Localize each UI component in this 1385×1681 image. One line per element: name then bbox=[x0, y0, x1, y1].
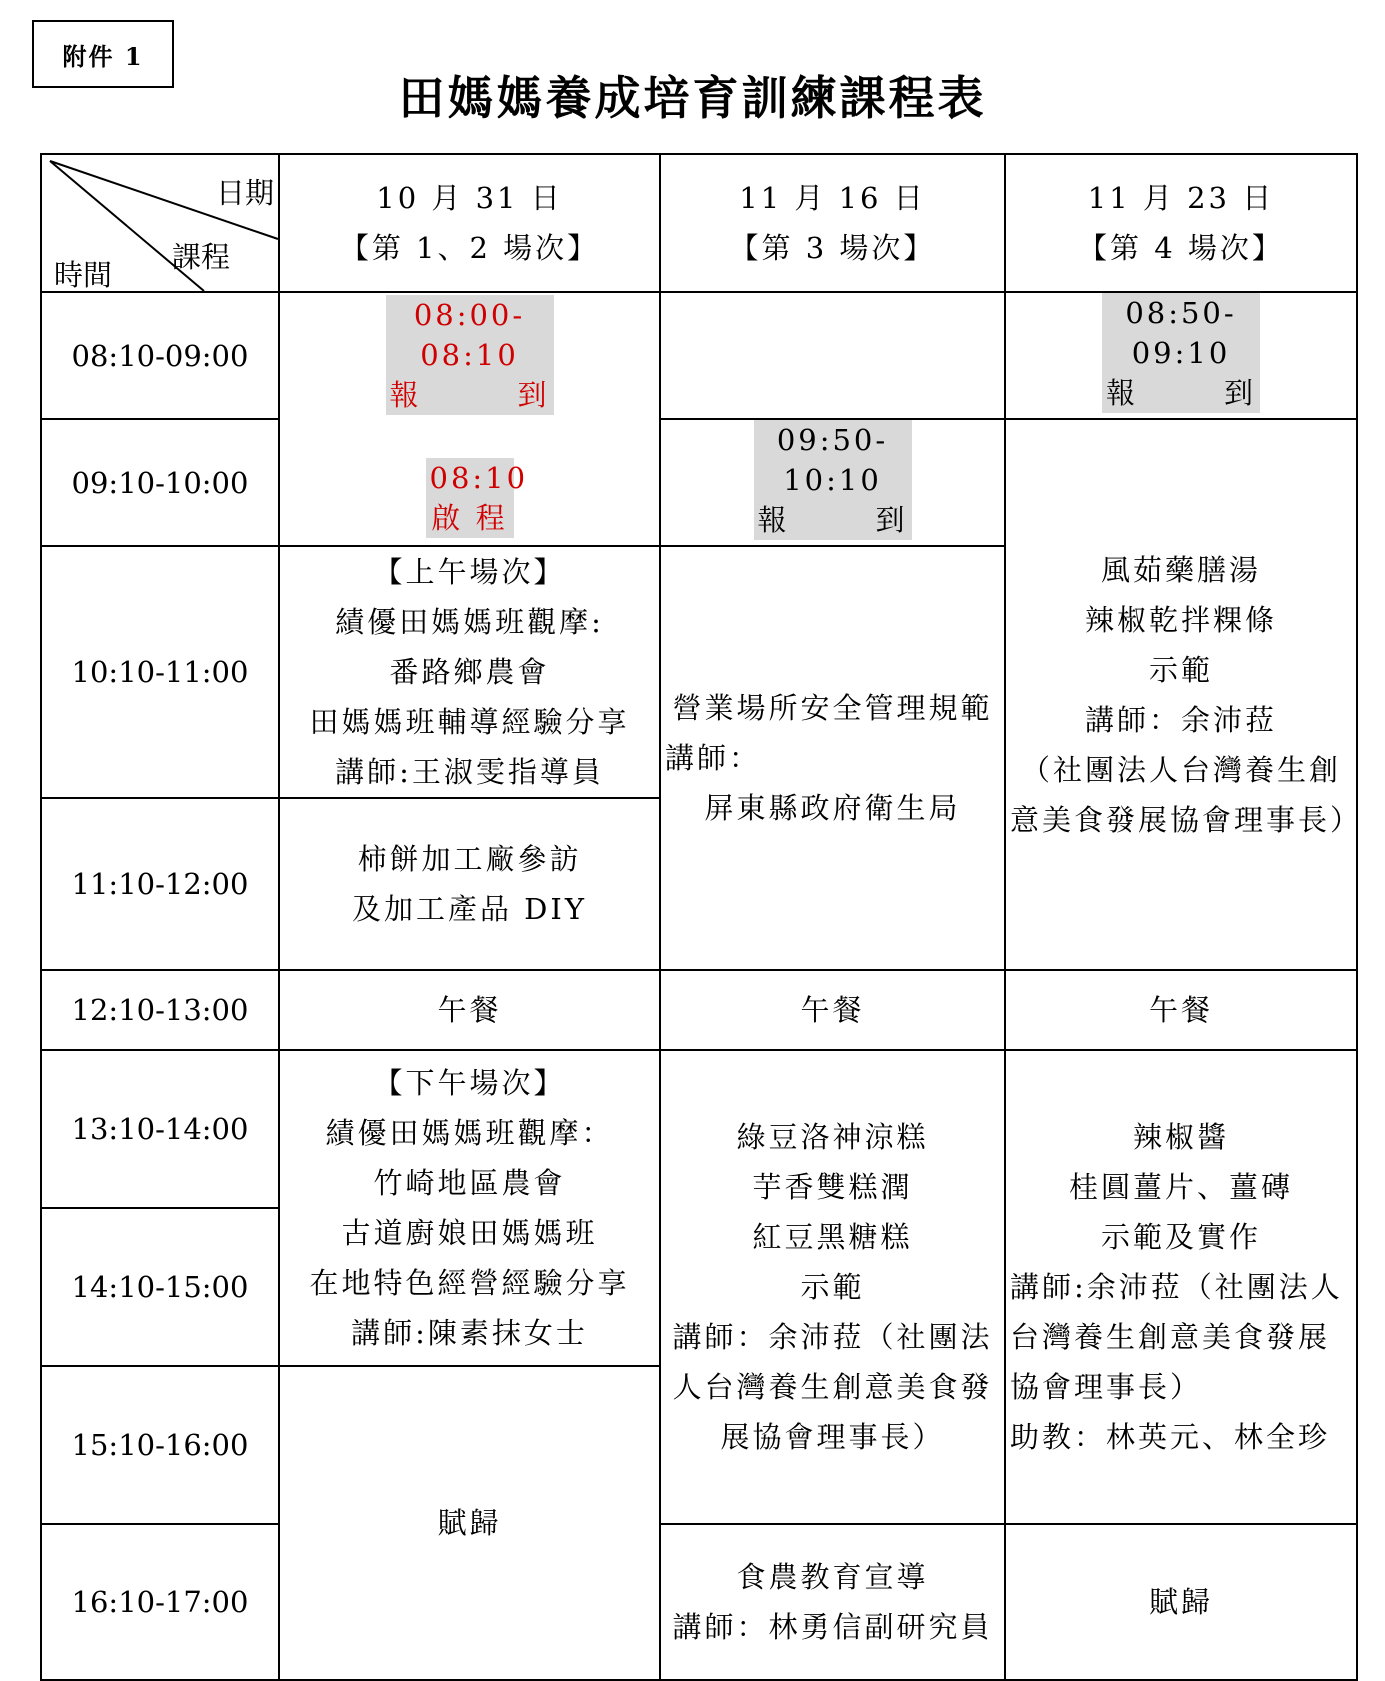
table-row bbox=[41, 292, 1357, 419]
col2-dessert-line: 紅豆黑糖糕 bbox=[752, 1220, 913, 1254]
col2-date: 11 月 16 日 bbox=[739, 181, 926, 215]
schedule-table bbox=[40, 153, 1363, 1681]
table-row bbox=[41, 419, 1357, 546]
col3-assistant: 助教：林英元、林全珍 bbox=[1010, 1420, 1331, 1454]
col1-afternoon-line: 在地特色經營經驗分享 bbox=[309, 1266, 630, 1300]
col1-lunch-cell: 午餐 bbox=[279, 970, 660, 1050]
col2-food-edu-line: 食農教育宣導 bbox=[736, 1560, 929, 1594]
table-row bbox=[41, 1050, 1357, 1208]
col2-dessert-line: 示範 bbox=[800, 1270, 865, 1304]
col1-factory-line: 及加工產品 DIY bbox=[351, 892, 588, 926]
col2-safety-cell bbox=[660, 546, 1005, 970]
col3-morning-cell bbox=[1005, 419, 1363, 970]
col2-food-edu-cell bbox=[660, 1524, 1005, 1680]
col2-checkin-b: 到 bbox=[875, 503, 908, 537]
header-col1 bbox=[279, 154, 660, 292]
col3-checkin-label bbox=[1106, 373, 1256, 413]
col1-checkin-b: 到 bbox=[517, 378, 550, 412]
col2-empty-cell bbox=[660, 292, 1005, 419]
col1-afternoon-line: 古道廚娘田媽媽班 bbox=[341, 1216, 598, 1250]
col2-safety-lecturer-label: 講師： bbox=[665, 741, 762, 775]
col2-checkin-time: 09:50-10:10 bbox=[776, 423, 889, 497]
corner-time-label: 時間 bbox=[54, 258, 113, 292]
col3-checkin-box bbox=[1102, 293, 1260, 413]
col3-afternoon-line: 示範及實作 bbox=[1100, 1220, 1261, 1254]
col1-start-box bbox=[426, 458, 529, 538]
col1-morning-line: 田媽媽班輔導經驗分享 bbox=[309, 705, 630, 739]
col2-desserts-cell bbox=[660, 1050, 1005, 1524]
col1-session: 【第 1、2 場次】 bbox=[339, 231, 600, 265]
col1-afternoon-line: 【下午場次】 bbox=[373, 1066, 566, 1100]
col3-afternoon-lecturer: 講師:余沛菈（社團法人台灣養生創意美食發展協會理事長） bbox=[1010, 1270, 1343, 1404]
col1-morning-line: 講師:王淑雯指導員 bbox=[335, 755, 604, 789]
table-row bbox=[41, 1524, 1357, 1680]
page-title: 田媽媽養成培育訓練課程表 bbox=[398, 71, 987, 125]
col1-morning-line: 番路鄉農會 bbox=[389, 655, 550, 689]
header-col3 bbox=[1005, 154, 1357, 292]
time-cell: 10:10-11:00 bbox=[41, 546, 279, 798]
col2-dessert-line: 綠豆洛神涼糕 bbox=[736, 1120, 929, 1154]
col3-morning-line: 辣椒乾拌粿條 bbox=[1084, 602, 1277, 637]
time-cell: 11:10-12:00 bbox=[41, 798, 279, 970]
corner-date-label: 日期 bbox=[216, 176, 275, 210]
col3-afternoon-cell bbox=[1005, 1050, 1357, 1524]
time-cell: 14:10-15:00 bbox=[41, 1208, 279, 1366]
col1-afternoon-line: 績優田媽媽班觀摩： bbox=[325, 1116, 614, 1150]
col3-session: 【第 4 場次】 bbox=[1078, 231, 1284, 265]
time-cell: 15:10-16:00 bbox=[41, 1366, 279, 1524]
col1-morning-cell bbox=[279, 546, 660, 798]
col3-checkin-a: 報 bbox=[1106, 376, 1139, 410]
col2-food-edu-line: 講師：林勇信副研究員 bbox=[672, 1610, 993, 1644]
col2-checkin-label bbox=[758, 500, 908, 540]
col1-date: 10 月 31 日 bbox=[376, 181, 563, 215]
time-cell: 16:10-17:00 bbox=[41, 1524, 279, 1680]
header-col2 bbox=[660, 154, 1005, 292]
col1-afternoon-line: 竹崎地區農會 bbox=[373, 1166, 566, 1200]
col2-lecturer: 講師：余沛菈（社團法人台灣養生創意美食發展協會理事長） bbox=[672, 1320, 993, 1454]
annex-label: 附件 1 bbox=[32, 20, 174, 88]
time-cell: 09:10-10:00 bbox=[41, 419, 279, 546]
col3-return-cell: 賦歸 bbox=[1005, 1524, 1357, 1680]
col1-checkin-time: 08:00-08:10 bbox=[413, 298, 526, 372]
col2-dessert-line: 芋香雙糕潤 bbox=[752, 1170, 913, 1204]
time-cell: 12:10-13:00 bbox=[41, 970, 279, 1050]
col3-lunch-cell: 午餐 bbox=[1005, 970, 1357, 1050]
col1-checkin-box bbox=[386, 295, 554, 415]
col3-morning-line: 示範 bbox=[1148, 652, 1213, 687]
col2-safety-title: 營業場所安全管理規範 bbox=[672, 691, 993, 725]
col3-morning-org: （社團法人台灣養生創意美食發展協會理事長） bbox=[1010, 752, 1363, 837]
col1-checkin-label bbox=[390, 375, 550, 415]
col3-date: 11 月 23 日 bbox=[1087, 181, 1275, 215]
time-cell: 13:10-14:00 bbox=[41, 1050, 279, 1208]
col3-morning-line: 風茹藥膳湯 bbox=[1100, 552, 1261, 587]
col1-factory-cell bbox=[279, 798, 660, 970]
col3-checkin-b: 到 bbox=[1223, 376, 1256, 410]
col1-start-label: 啟 程 bbox=[431, 501, 508, 535]
col1-factory-line: 柿餅加工廠參訪 bbox=[357, 842, 582, 876]
col3-afternoon-line: 辣椒醬 bbox=[1132, 1120, 1229, 1154]
col1-afternoon-cell bbox=[279, 1050, 660, 1366]
col2-lunch-cell: 午餐 bbox=[660, 970, 1005, 1050]
col1-return-cell: 賦歸 bbox=[279, 1366, 660, 1680]
corner-cell bbox=[41, 154, 279, 292]
header-row bbox=[41, 154, 1357, 292]
col2-session: 【第 3 場次】 bbox=[729, 231, 936, 265]
col2-checkin-cell bbox=[660, 419, 1005, 546]
col1-afternoon-line: 講師:陳素抹女士 bbox=[351, 1316, 588, 1350]
corner-course-label: 課程 bbox=[172, 240, 231, 274]
col3-afternoon-line: 桂圓薑片、薑磚 bbox=[1068, 1170, 1293, 1204]
col3-morning-line: 講師：余沛菈 bbox=[1084, 702, 1277, 737]
col1-checkin-a: 報 bbox=[389, 378, 422, 412]
col1-morning-line: 【上午場次】 bbox=[373, 555, 566, 589]
col2-safety-lecturer: 屏東縣政府衛生局 bbox=[704, 791, 961, 825]
col1-checkin-cell bbox=[279, 292, 660, 546]
col1-start-time: 08:10 bbox=[429, 461, 529, 495]
col2-checkin-a: 報 bbox=[757, 503, 790, 537]
col3-checkin-time: 08:50-09:10 bbox=[1125, 296, 1237, 370]
col1-morning-line: 績優田媽媽班觀摩: bbox=[335, 605, 604, 639]
table-row bbox=[41, 970, 1357, 1050]
col2-checkin-box bbox=[754, 420, 912, 540]
col3-checkin-cell bbox=[1005, 292, 1357, 419]
time-cell: 08:10-09:00 bbox=[41, 292, 279, 419]
